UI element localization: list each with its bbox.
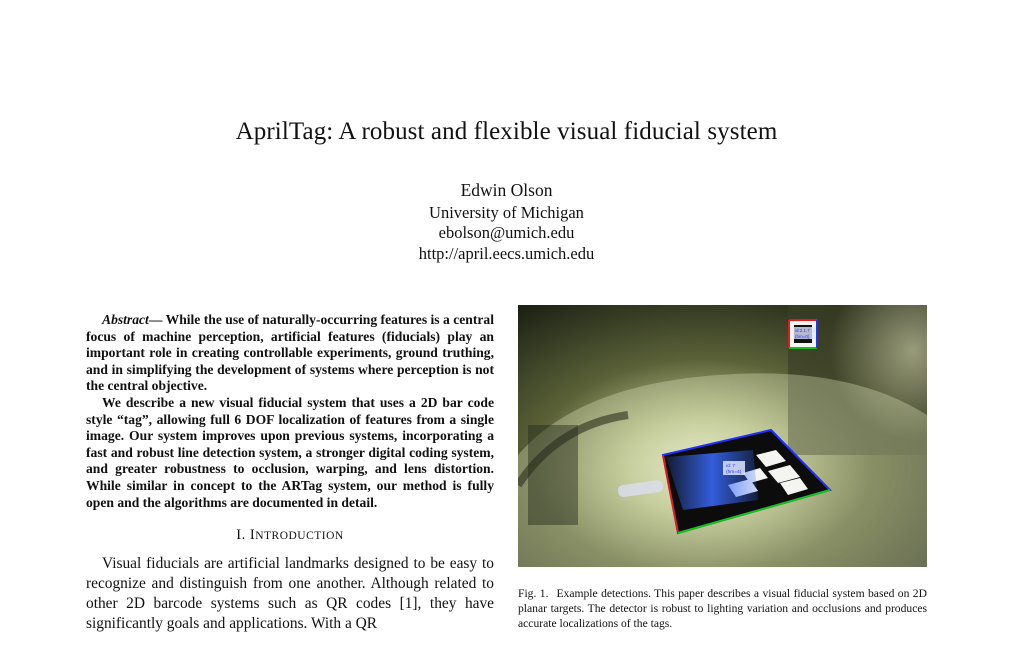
figure-caption-text: Example detections. This paper describes a visual fiducial system based on 2D planar targets. The detector is robust to lighting variation and occlusions and produces accurate localizations of the tags. xyxy=(518,587,927,631)
section-initial: I xyxy=(249,527,256,544)
abstract-lead: Abstract xyxy=(102,312,149,327)
figure-label: Fig. 1. xyxy=(518,587,549,600)
figure-1-image xyxy=(518,305,927,567)
figure-1-caption xyxy=(518,586,927,632)
section-heading-introduction xyxy=(86,527,494,544)
author-affiliation: University of Michigan xyxy=(429,203,584,222)
small-tag-id: id:2.1.7 xyxy=(795,328,810,333)
author-email[interactable]: ebolson@umich.edu xyxy=(438,223,575,242)
section-title-rest: NTRODUCTION xyxy=(255,530,344,543)
abstract-text-1: While the use of naturally-occurring features is a central focus of machine perception, artificial features (fiducials) play an important role in creating controllable experiments, ground truthing, and in simplifying the development of systems where perception is not the central objective. xyxy=(86,312,494,394)
large-tag-hm: (hm=4) xyxy=(726,470,742,475)
section-number: I. xyxy=(236,527,250,544)
chair-shadow xyxy=(528,425,578,525)
introduction-paragraph: Visual fiducials are artificial landmarks designed to be easy to recognize and distinguish from one another. Although related to other 2D barcode systems such as QR codes [1], they have significantly goals and applications. With a QR xyxy=(86,555,494,633)
paper-title: AprilTag: A robust and flexible visual fiducial system xyxy=(235,118,778,145)
abstract-dash: — xyxy=(148,312,163,327)
large-tag-id: id: 7 xyxy=(726,464,736,469)
small-tag-hm: (hm=0) xyxy=(795,334,810,339)
small-tag-detection xyxy=(789,320,817,348)
author-name: Edwin Olson xyxy=(460,180,553,200)
author-url[interactable]: http://april.eecs.umich.edu xyxy=(418,244,595,263)
abstract xyxy=(86,312,494,511)
left-column xyxy=(86,312,494,634)
figure-photo xyxy=(518,305,927,567)
abstract-paragraph-2: We describe a new visual fiducial system that uses a 2D bar code style “tag”, allowing full 6 DOF localization of features from a single image. Our system improves upon previous systems, incorporating a fast and robust line detection system, a stronger digital coding system, and greater robustness to occlusion, warping, and lens distortion. While similar in concept to the ARTag system, our method is fully open and the algorithms are documented in detail. xyxy=(86,394,494,510)
abstract-paragraph-1 xyxy=(86,312,494,395)
